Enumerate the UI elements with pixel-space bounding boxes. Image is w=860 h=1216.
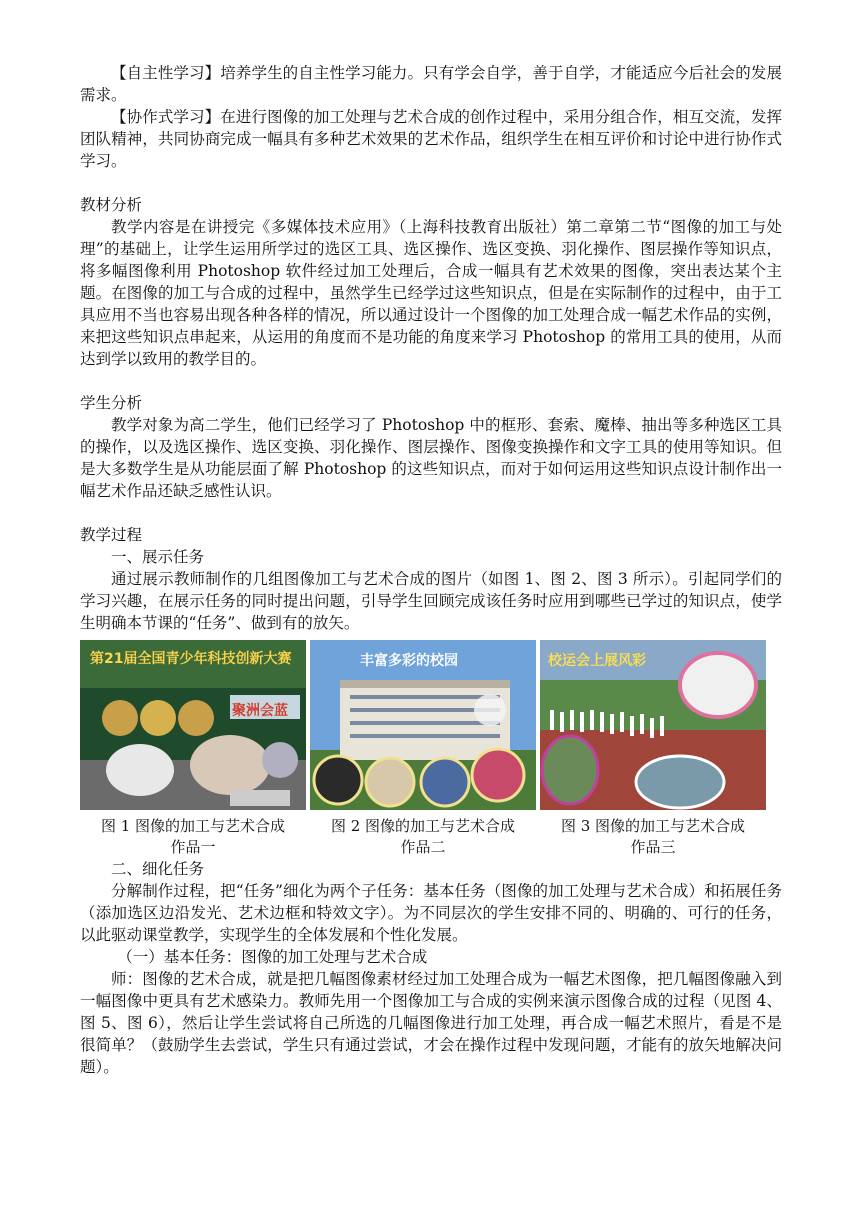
heading-textbook-analysis: 教材分析 — [80, 196, 143, 214]
paragraph-cooperative-learning — [80, 106, 782, 172]
figure-3-image — [540, 640, 766, 810]
figure-2-caption: 图 2 图像的加工与艺术合成 — [330, 817, 516, 835]
step2-title: 二、细化任务 — [111, 860, 205, 878]
text-cooperative-learning: 在进行图像的加工处理与艺术合成的创作过程中，采用分组合作，相互交流，发挥团队精神，共同协商完成一幅具有多种艺术效果的艺术作品，组织学生在相互评价和讨论中进行协作式学习。 — [80, 108, 782, 170]
figure-2-banner: 丰富多彩的校园 — [360, 653, 458, 669]
figure-1-banner: 第21届全国青少年科技创新大赛 — [90, 651, 292, 667]
paragraph-self-learning — [80, 62, 782, 106]
figure-3-banner: 校运会上展风彩 — [548, 653, 646, 669]
figure-1-image — [80, 640, 306, 810]
label-cooperative-learning: 【协作式学习】 — [111, 108, 221, 126]
document-page — [80, 62, 782, 1078]
figure-2-image — [310, 640, 536, 810]
label-self-learning: 【自主性学习】 — [111, 64, 221, 82]
heading-student-analysis: 学生分析 — [80, 394, 143, 412]
step1-body: 通过展示教师制作的几组图像加工与艺术合成的图片（如图 1、图 2、图 3 所示）。引起同学们的学习兴趣，在展示任务的同时提出问题，引导学生回顾完成该任务时应用到哪些已学过的知识点，使学生明确本节课的“任务”、做到有的放矢。 — [80, 570, 782, 632]
figure-2 — [310, 640, 536, 858]
figure-1 — [80, 640, 306, 858]
figure-3-caption: 图 3 图像的加工与艺术合成 — [560, 817, 746, 835]
text-self-learning: 培养学生的自主性学习能力。只有学会自学，善于自学，才能适应今后社会的发展需求。 — [80, 64, 782, 104]
heading-teaching-process: 教学过程 — [80, 526, 143, 544]
sub1-title: （一）基本任务：图像的加工处理与艺术合成 — [117, 948, 428, 966]
figure-2-caption-line2: 作品二 — [400, 838, 446, 856]
figure-1-caption: 图 1 图像的加工与艺术合成 — [100, 817, 286, 835]
body-textbook-analysis: 教学内容是在讲授完《多媒体技术应用》（上海科技教育出版社）第二章第二节“图像的加工与处理”的基础上，让学生运用所学过的选区工具、选区操作、选区变换、羽化操作、图层操作等知识点，将多幅图像利用 Photoshop 软件经过加工处理后，合成一幅具有艺术效果的图像，突出表达某个主题。在图像的加工与合成的过程中，虽然学生已经学过这些知识点，但是在实际制作的过程中，由于工具应用不当也容易出现各种各样的情况，所以通过设计一个图像的加工处理合成一幅艺术作品的实例，来把这些知识点串起来，从运用的角度而不是功能的角度来学习 Photoshop 的常用工具的使用，从而达到学以致用的教学目的。 — [80, 218, 782, 368]
body-student-analysis: 教学对象为高二学生，他们已经学习了 Photoshop 中的框形、套索、魔棒、抽出等多种选区工具的操作，以及选区操作、选区变换、羽化操作、图层操作、图像变换操作和文字工具的使用等知识。但是大多数学生是从功能层面了解 Photoshop 的这些知识点，而对于如何运用这些知识点设计制作出一幅艺术作品还缺乏感性认识。 — [80, 416, 782, 500]
figure-1-banner-2: 聚洲会蓝 — [232, 703, 288, 719]
figure-row — [80, 640, 782, 858]
figure-1-caption-line2: 作品一 — [170, 838, 216, 856]
sub1-body: 师：图像的艺术合成，就是把几幅图像素材经过加工处理合成为一幅艺术图像，把几幅图像融入到一幅图像中更具有艺术感染力。教师先用一个图像加工与合成的实例来演示图像合成的过程（见图 4、图 5、图 6），然后让学生尝试将自己所选的几幅图像进行加工处理，再合成一幅艺术照片，看是不是很简单？（鼓励学生去尝试，学生只有通过尝试，才会在操作过程中发现问题，才能有的放矢地解决问题）。 — [80, 970, 782, 1076]
figure-3 — [540, 640, 766, 858]
figure-3-caption-line2: 作品三 — [630, 838, 676, 856]
step1-title: 一、展示任务 — [111, 548, 205, 566]
step2-body: 分解制作过程，把“任务”细化为两个子任务：基本任务（图像的加工处理与艺术合成）和拓展任务（添加选区边沿发光、艺术边框和特效文字）。为不同层次的学生安排不同的、明确的、可行的任务，以此驱动课堂教学，实现学生的全体发展和个性化发展。 — [80, 882, 782, 944]
